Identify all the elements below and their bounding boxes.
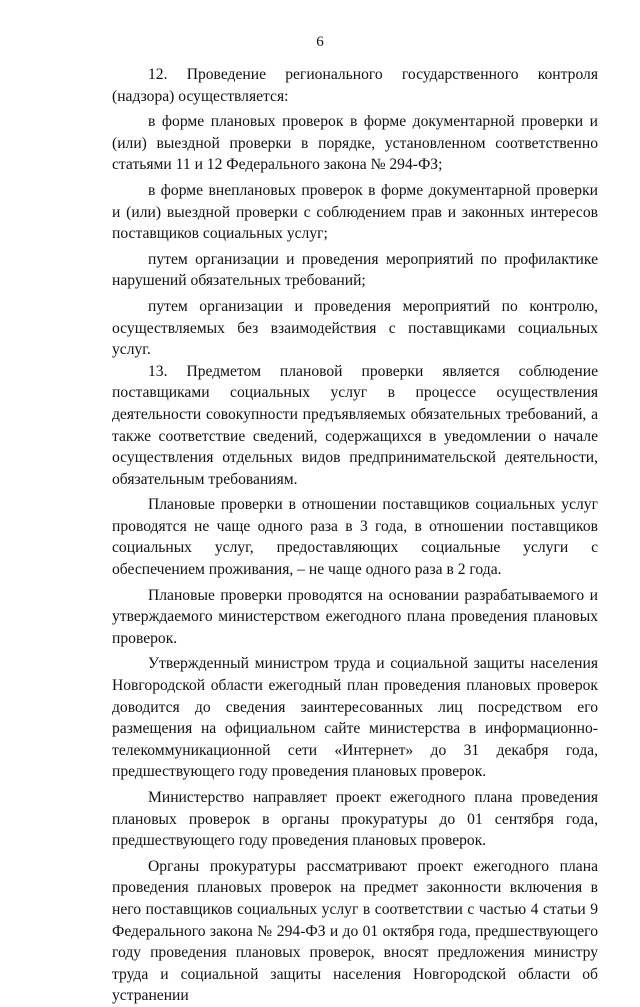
paragraph-12-intro: 12. Проведение регионального государственного контроля (надзора) осуществляется: (112, 66, 598, 105)
paragraph-13-subject: 13. Предметом плановой проверки является соблюдение поставщиками социальных услуг в процессе осуществления деятельности совокупности предъявляемых обязательных требований, а также соответствие сведений, содержащихся в уведомлении о начале осуществления отдельных видов предпринимательской деятельности, обязательным требованиям. (112, 362, 598, 488)
paragraph-annual-plan-basis: Плановые проверки проводятся на основании разрабатываемого и утверждаемого министерством ежегодного плана проведения плановых проверок. (112, 586, 598, 647)
paragraph-planned-inspections-form: в форме плановых проверок в форме документарной проверки и (или) выездной проверки в порядке, установленном соответственно статьями 11 и 12 Федерального закона № 294-ФЗ; (112, 113, 598, 174)
page-number: 6 (316, 34, 324, 50)
paragraph-inspection-frequency: Плановые проверки в отношении поставщиков социальных услуг проводятся не чаще одного раза в 3 года, в отношении поставщиков социальных услуг, предоставляющих социальные услуги с обеспечением проживания, – не чаще одного раза в 2 года. (112, 496, 598, 579)
document-body (112, 64, 598, 1007)
paragraph-plan-to-prosecutor: Министерство направляет проект ежегодного плана проведения плановых проверок в органы прокуратуры до 01 сентября года, предшествующего году проведения плановых проверок. (112, 789, 598, 850)
paragraph-prosecutor-review: Органы прокуратуры рассматривают проект ежегодного плана проведения плановых проверок на предмет законности включения в него поставщиков социальных услуг в соответствии с частью 4 статьи 9 Федерального закона № 294-ФЗ и до 01 октября года, предшествующего году проведения плановых проверок, вносят предложения министру труда и социальной защиты населения Новгородской области об устранении (112, 857, 598, 1005)
paragraph-control-measures: путем организации и проведения мероприятий по контролю, осуществляемых без взаимодействия с поставщиками социальных услуг. (112, 297, 598, 359)
paragraph-unplanned-inspections-form: в форме внеплановых проверок в форме документарной проверки и (или) выездной проверки с соблюдением прав и законных интересов поставщиков социальных услуг; (112, 181, 598, 243)
paragraph-plan-publication: Утвержденный министром труда и социальной защиты населения Новгородской области ежегодный план проведения плановых проверок доводится до сведения заинтересованных лиц посредством его размещения на официальном сайте министерства в информационно-телекоммуникационной сети «Интернет» до 31 декабря года, предшествующего году проведения плановых проверок. (112, 655, 598, 781)
paragraph-prevention-measures: путем организации и проведения мероприятий по профилактике нарушений обязательных требований; (112, 250, 598, 290)
